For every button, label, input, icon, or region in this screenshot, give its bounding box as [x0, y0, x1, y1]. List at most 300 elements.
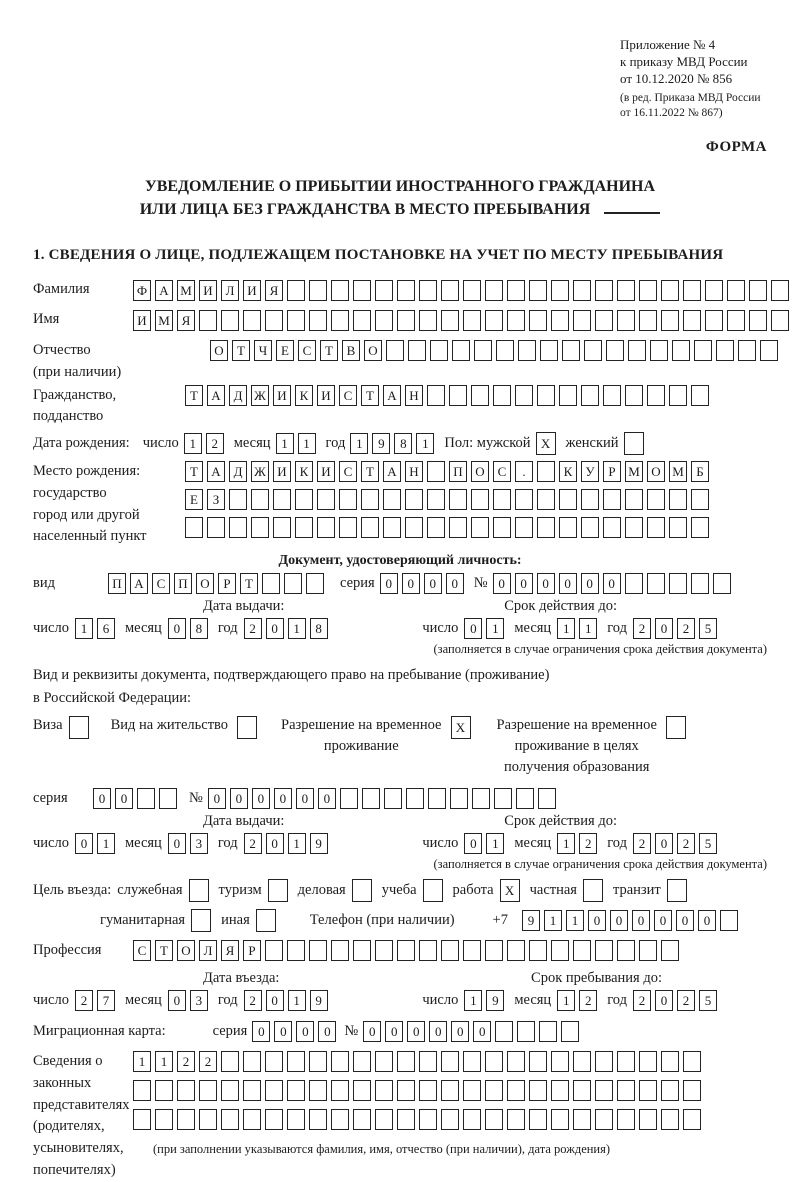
- purpose-private-label: частная: [529, 882, 577, 899]
- char-cell: Е: [185, 489, 203, 510]
- stay-year-label: год: [607, 992, 627, 1009]
- char-cell: [408, 340, 426, 361]
- residence-doc-intro-2: в Российской Федерации:: [33, 689, 192, 706]
- char-cell: [463, 1080, 481, 1101]
- residence-expiry-day-cells: [464, 833, 504, 854]
- representatives-note: (при заполнении указываются фамилия, имя, отчество (при наличии), дата рождения): [153, 1142, 611, 1157]
- char-cell: 1: [486, 833, 504, 854]
- char-cell: Т: [185, 385, 203, 406]
- birth-place-block: [33, 461, 767, 548]
- char-cell: [383, 489, 401, 510]
- char-cell: 0: [515, 573, 533, 594]
- char-cell: [691, 573, 709, 594]
- char-cell: Я: [265, 280, 283, 301]
- char-cell: [661, 1051, 679, 1072]
- purpose-work-label: работа: [452, 882, 494, 899]
- char-cell: 2: [177, 1051, 195, 1072]
- char-cell: [639, 1051, 657, 1072]
- residence-issue-month-label: месяц: [124, 835, 162, 852]
- appendix-line-1: Приложение № 4: [620, 37, 716, 52]
- char-cell: К: [559, 461, 577, 482]
- residence-doc-options: [33, 715, 767, 778]
- migration-number-label: №: [344, 1023, 359, 1040]
- char-cell: [386, 340, 404, 361]
- purpose-business-checkbox: [352, 879, 372, 902]
- char-cell: 2: [75, 990, 93, 1011]
- char-cell: 2: [206, 433, 224, 454]
- option-temp-residence-checkbox: [451, 716, 471, 739]
- representatives-label-5: усыновителях,: [33, 1140, 124, 1157]
- char-cell: 2: [633, 833, 651, 854]
- purpose-transit-checkbox: [667, 879, 687, 902]
- citizenship-label: [33, 385, 185, 429]
- identity-doc-row: [33, 573, 767, 594]
- expiry-month-cells: [557, 618, 597, 639]
- char-cell: [331, 1051, 349, 1072]
- char-cell: 0: [208, 788, 226, 809]
- char-cell: [493, 385, 511, 406]
- char-cell: 0: [473, 1021, 491, 1042]
- appendix-line-3: от 10.12.2020 № 856: [620, 71, 733, 87]
- char-cell: 1: [416, 433, 434, 454]
- birth-place-cells-row2: [185, 489, 709, 510]
- char-cell: К: [295, 461, 313, 482]
- char-cell: [361, 517, 379, 538]
- representatives-cell-rows: [133, 1051, 701, 1157]
- char-cell: Ж: [251, 461, 269, 482]
- char-cell: П: [449, 461, 467, 482]
- surname-cells: [133, 280, 789, 301]
- char-cell: 1: [133, 1051, 151, 1072]
- char-cell: [69, 716, 89, 739]
- char-cell: П: [108, 573, 126, 594]
- char-cell: 0: [655, 990, 673, 1011]
- char-cell: [583, 879, 603, 902]
- char-cell: [595, 940, 613, 961]
- stay-month-label: месяц: [514, 992, 552, 1009]
- char-cell: [375, 940, 393, 961]
- char-cell: О: [177, 940, 195, 961]
- char-cell: [691, 489, 709, 510]
- char-cell: 0: [402, 573, 420, 594]
- char-cell: [284, 573, 302, 594]
- char-cell: [155, 1080, 173, 1101]
- char-cell: С: [339, 461, 357, 482]
- char-cell: [221, 1051, 239, 1072]
- char-cell: 0: [451, 1021, 469, 1042]
- char-cell: 0: [252, 1021, 270, 1042]
- char-cell: [683, 1080, 701, 1101]
- char-cell: [494, 788, 512, 809]
- char-cell: [669, 517, 687, 538]
- char-cell: 2: [633, 990, 651, 1011]
- char-cell: [419, 310, 437, 331]
- char-cell: Е: [276, 340, 294, 361]
- char-cell: А: [207, 461, 225, 482]
- title-line-1: УВЕДОМЛЕНИЕ О ПРИБЫТИИ ИНОСТРАННОГО ГРАЖДАНИНА: [144, 178, 656, 196]
- char-cell: X: [451, 716, 471, 739]
- birth-place-label-3: город или другой: [33, 506, 140, 523]
- option-temp-residence-edu-checkbox: [666, 716, 686, 739]
- issue-month-cells: [168, 618, 208, 639]
- char-cell: [229, 489, 247, 510]
- entry-year-label: год: [217, 992, 238, 1009]
- char-cell: Т: [240, 573, 258, 594]
- char-cell: [539, 1021, 557, 1042]
- residence-doc-intro-1: Вид и реквизиты документа, подтверждающего право на пребывание (проживание): [33, 667, 550, 684]
- char-cell: [237, 716, 257, 739]
- char-cell: [617, 280, 635, 301]
- option-temp-residence-line2: проживание: [323, 738, 399, 755]
- char-cell: 9: [372, 433, 390, 454]
- option-residence-permit: [111, 715, 257, 739]
- char-cell: [384, 788, 402, 809]
- char-cell: [515, 385, 533, 406]
- char-cell: [474, 340, 492, 361]
- char-cell: [287, 310, 305, 331]
- char-cell: X: [536, 432, 556, 455]
- purpose-transit-label: транзит: [612, 882, 661, 899]
- birth-place-cells-row1: [185, 461, 709, 482]
- char-cell: [647, 489, 665, 510]
- char-cell: [584, 340, 602, 361]
- char-cell: [507, 1109, 525, 1130]
- char-cell: [441, 1051, 459, 1072]
- char-cell: У: [581, 461, 599, 482]
- issue-year-label: год: [217, 620, 238, 637]
- char-cell: [716, 340, 734, 361]
- char-cell: 0: [603, 573, 621, 594]
- char-cell: [449, 489, 467, 510]
- char-cell: [287, 1080, 305, 1101]
- char-cell: С: [298, 340, 316, 361]
- char-cell: Н: [405, 385, 423, 406]
- migration-series-label: серия: [212, 1023, 248, 1040]
- char-cell: [551, 1080, 569, 1101]
- char-cell: [441, 310, 459, 331]
- char-cell: 5: [699, 990, 717, 1011]
- char-cell: [617, 1080, 635, 1101]
- doc-number-label: №: [473, 575, 488, 592]
- char-cell: [705, 280, 723, 301]
- char-cell: 0: [588, 910, 606, 931]
- char-cell: [427, 489, 445, 510]
- char-cell: [463, 1109, 481, 1130]
- char-cell: С: [493, 461, 511, 482]
- char-cell: [191, 909, 211, 932]
- char-cell: Ж: [251, 385, 269, 406]
- char-cell: [647, 517, 665, 538]
- stay-day-cells: [464, 990, 504, 1011]
- char-cell: [713, 573, 731, 594]
- char-cell: 0: [464, 833, 482, 854]
- char-cell: [683, 280, 701, 301]
- char-cell: Р: [218, 573, 236, 594]
- stay-date-group: [422, 990, 727, 1011]
- residence-expiry-month-label: месяц: [514, 835, 552, 852]
- char-cell: [221, 1109, 239, 1130]
- birth-date-row: [33, 432, 767, 455]
- char-cell: [661, 1109, 679, 1130]
- char-cell: [485, 940, 503, 961]
- char-cell: [661, 310, 679, 331]
- char-cell: [617, 1051, 635, 1072]
- doc-expiry-date: [422, 618, 727, 639]
- char-cell: М: [155, 310, 173, 331]
- option-residence-permit-checkbox: [237, 716, 257, 739]
- char-cell: 0: [698, 910, 716, 931]
- char-cell: [661, 1080, 679, 1101]
- char-cell: [562, 340, 580, 361]
- char-cell: .: [515, 461, 533, 482]
- expiry-day-label: число: [422, 620, 459, 637]
- patronymic-row: [33, 340, 767, 384]
- birth-date-label: Дата рождения:: [33, 435, 130, 452]
- residence-issue-date: [33, 833, 338, 854]
- amendment-line-1: (в ред. Приказа МВД России: [620, 92, 761, 105]
- char-cell: [573, 1080, 591, 1101]
- char-cell: [199, 1109, 217, 1130]
- char-cell: [428, 788, 446, 809]
- char-cell: Л: [221, 280, 239, 301]
- char-cell: [559, 489, 577, 510]
- char-cell: [441, 940, 459, 961]
- forma-label: ФОРМА: [705, 139, 767, 156]
- patronymic-label-line2: (при наличии): [33, 363, 122, 380]
- char-cell: 9: [522, 910, 540, 931]
- entry-day-label: число: [33, 992, 69, 1009]
- char-cell: 7: [97, 990, 115, 1011]
- char-cell: 0: [537, 573, 555, 594]
- char-cell: 0: [168, 833, 186, 854]
- char-cell: И: [273, 385, 291, 406]
- char-cell: [537, 489, 555, 510]
- residence-doc-number-row: [33, 788, 767, 809]
- char-cell: [159, 788, 177, 809]
- char-cell: [495, 1021, 513, 1042]
- char-cell: [137, 788, 155, 809]
- char-cell: [669, 573, 687, 594]
- char-cell: И: [273, 461, 291, 482]
- char-cell: [639, 1080, 657, 1101]
- char-cell: [485, 310, 503, 331]
- char-cell: [639, 310, 657, 331]
- char-cell: 6: [97, 618, 115, 639]
- char-cell: [397, 310, 415, 331]
- char-cell: [683, 310, 701, 331]
- char-cell: [485, 1080, 503, 1101]
- char-cell: [375, 1051, 393, 1072]
- char-cell: И: [317, 461, 335, 482]
- migration-card-row: [33, 1021, 767, 1042]
- char-cell: 0: [274, 788, 292, 809]
- char-cell: 2: [579, 990, 597, 1011]
- char-cell: [529, 1051, 547, 1072]
- char-cell: 0: [296, 1021, 314, 1042]
- migration-number-cells: [363, 1021, 579, 1042]
- char-cell: 0: [581, 573, 599, 594]
- option-visa-label: Виза: [33, 717, 63, 734]
- sex-female-checkbox: [624, 432, 644, 455]
- char-cell: Ч: [254, 340, 272, 361]
- char-cell: [383, 517, 401, 538]
- char-cell: 9: [310, 990, 328, 1011]
- char-cell: 0: [318, 1021, 336, 1042]
- char-cell: 0: [464, 618, 482, 639]
- char-cell: [419, 940, 437, 961]
- option-visa-checkbox: [69, 716, 89, 739]
- sex-label: Пол: мужской: [444, 435, 531, 452]
- representatives-label-2: законных: [33, 1074, 92, 1091]
- char-cell: 1: [298, 433, 316, 454]
- representatives-cells-row1: [133, 1051, 701, 1072]
- name-label: Имя: [33, 311, 60, 328]
- char-cell: [133, 1109, 151, 1130]
- char-cell: [265, 940, 283, 961]
- char-cell: [507, 280, 525, 301]
- char-cell: [603, 489, 621, 510]
- char-cell: [683, 1051, 701, 1072]
- char-cell: 0: [266, 990, 284, 1011]
- patronymic-label: [33, 340, 210, 384]
- char-cell: 8: [310, 618, 328, 639]
- purpose-humanitarian-checkbox: [191, 909, 211, 932]
- purpose-work-checkbox: [500, 879, 520, 902]
- doc-number-cells: [493, 573, 731, 594]
- char-cell: [221, 1080, 239, 1101]
- option-temp-residence-label: [281, 715, 441, 757]
- char-cell: К: [295, 385, 313, 406]
- char-cell: [667, 879, 687, 902]
- purpose-tourism-label: туризм: [218, 882, 262, 899]
- representatives-label-1: Сведения о: [33, 1053, 103, 1070]
- char-cell: 1: [184, 433, 202, 454]
- char-cell: [441, 1109, 459, 1130]
- representatives-label-3: представителях: [33, 1096, 130, 1113]
- char-cell: [727, 310, 745, 331]
- char-cell: [331, 940, 349, 961]
- residence-expiry-date: [422, 833, 727, 854]
- char-cell: [691, 517, 709, 538]
- amendment-line-2: от 16.11.2022 № 867): [620, 107, 723, 120]
- char-cell: 0: [429, 1021, 447, 1042]
- char-cell: [427, 461, 445, 482]
- birth-month-cells: [276, 433, 316, 454]
- char-cell: [538, 788, 556, 809]
- residence-number-label: №: [189, 790, 203, 807]
- char-cell: [331, 280, 349, 301]
- char-cell: [661, 940, 679, 961]
- char-cell: [405, 517, 423, 538]
- char-cell: [705, 310, 723, 331]
- char-cell: А: [155, 280, 173, 301]
- char-cell: [243, 310, 261, 331]
- identity-doc-note: (заполняется в случае ограничения срока действия документа): [433, 642, 767, 657]
- char-cell: 0: [93, 788, 111, 809]
- purpose-study-label: учеба: [381, 882, 417, 899]
- char-cell: З: [207, 489, 225, 510]
- doc-series-label: серия: [340, 575, 375, 592]
- char-cell: Т: [232, 340, 250, 361]
- char-cell: [362, 788, 380, 809]
- char-cell: [295, 489, 313, 510]
- birth-day-cells: [184, 433, 224, 454]
- char-cell: [529, 1109, 547, 1130]
- identity-doc-date-headers: [33, 598, 767, 615]
- sex-female-label: женский: [565, 435, 619, 452]
- char-cell: И: [243, 280, 261, 301]
- char-cell: [760, 340, 778, 361]
- char-cell: [628, 340, 646, 361]
- residence-doc-date-headers: [33, 813, 767, 830]
- residence-doc-note: (заполняется в случае ограничения срока действия документа): [433, 857, 767, 872]
- char-cell: [155, 1109, 173, 1130]
- char-cell: [331, 1109, 349, 1130]
- identity-doc-heading: Документ, удостоверяющий личность:: [278, 553, 522, 569]
- char-cell: [529, 1080, 547, 1101]
- char-cell: 1: [486, 618, 504, 639]
- char-cell: [617, 1109, 635, 1130]
- char-cell: [427, 517, 445, 538]
- char-cell: [551, 310, 569, 331]
- char-cell: 0: [115, 788, 133, 809]
- birth-month-label: месяц: [233, 435, 271, 452]
- birth-year-cells: [350, 433, 434, 454]
- char-cell: 0: [296, 788, 314, 809]
- char-cell: [419, 1051, 437, 1072]
- entry-date-group: [33, 990, 338, 1011]
- char-cell: П: [174, 573, 192, 594]
- char-cell: [243, 1051, 261, 1072]
- purpose-other-label: иная: [221, 912, 250, 929]
- char-cell: [287, 1051, 305, 1072]
- char-cell: [265, 1109, 283, 1130]
- char-cell: 2: [677, 618, 695, 639]
- doc-expiry-label: Срок действия до:: [504, 598, 617, 615]
- char-cell: 0: [252, 788, 270, 809]
- option-temp-residence-edu-line1: Разрешение на временное: [496, 717, 657, 734]
- doc-issue-date: [33, 618, 338, 639]
- char-cell: 1: [544, 910, 562, 931]
- char-cell: [595, 1080, 613, 1101]
- char-cell: [515, 489, 533, 510]
- char-cell: [463, 940, 481, 961]
- option-temp-residence-edu-line2: проживание в целях: [514, 738, 639, 755]
- char-cell: [551, 1109, 569, 1130]
- char-cell: [581, 517, 599, 538]
- char-cell: 0: [676, 910, 694, 931]
- char-cell: 0: [380, 573, 398, 594]
- char-cell: Д: [229, 385, 247, 406]
- migration-card-label: Миграционная карта:: [33, 1023, 166, 1040]
- char-cell: [419, 1080, 437, 1101]
- char-cell: [405, 489, 423, 510]
- char-cell: [375, 310, 393, 331]
- purpose-business-label: деловая: [297, 882, 346, 899]
- residence-number-cells: [208, 788, 556, 809]
- option-temp-residence-line1: Разрешение на временное: [281, 717, 442, 734]
- char-cell: Ф: [133, 280, 151, 301]
- char-cell: [727, 280, 745, 301]
- representatives-cells-row2: [133, 1080, 701, 1101]
- char-cell: [317, 517, 335, 538]
- char-cell: 2: [579, 833, 597, 854]
- char-cell: 2: [244, 618, 262, 639]
- char-cell: [177, 1080, 195, 1101]
- entry-year-cells: [244, 990, 328, 1011]
- stay-year-cells: [633, 990, 717, 1011]
- char-cell: Я: [221, 940, 239, 961]
